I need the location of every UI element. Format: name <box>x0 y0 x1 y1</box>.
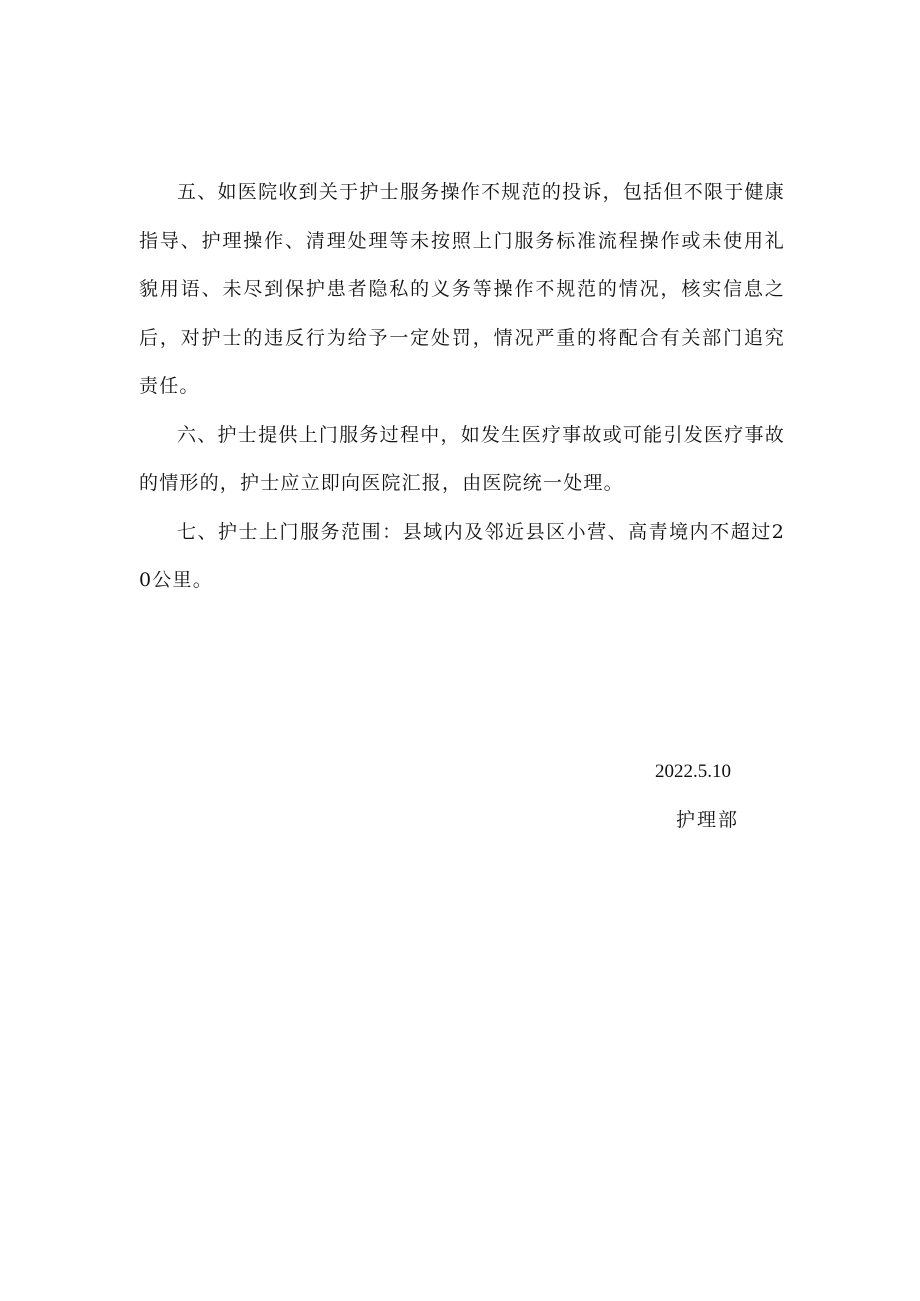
signature-department: 护理部 <box>676 809 740 831</box>
paragraph-six: 六、护士提供上门服务过程中，如发生医疗事故或可能引发医疗事故的情形的，护士应立即向医院汇报，由医院统一处理。 <box>139 423 785 494</box>
document-body <box>139 168 785 605</box>
paragraph-five: 五、如医院收到关于护士服务操作不规范的投诉，包括但不限于健康指导、护理操作、清理处理等未按照上门服务标准流程操作或未使用礼貌用语、未尽到保护患者隐私的义务等操作不规范的情况，核实信息之后，对护士的违反行为给予一定处罚，情况严重的将配合有关部门追究责任。 <box>139 181 785 397</box>
signature-date: 2022.5.10 <box>655 761 731 782</box>
paragraph-seven: 七、护士上门服务范围：县域内及邻近县区小营、高青境内不超过20公里。 <box>139 520 785 591</box>
